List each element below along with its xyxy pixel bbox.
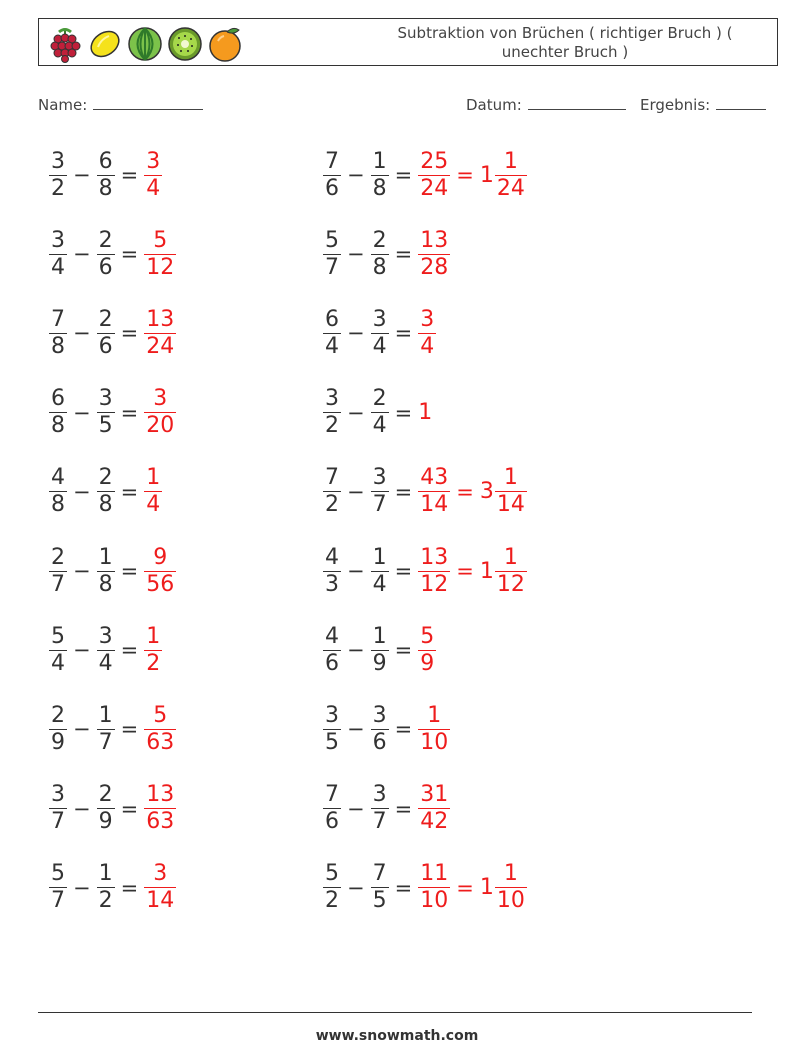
equals-sign: = [120, 796, 139, 821]
answer [415, 703, 453, 756]
numerator: 3 [98, 623, 113, 649]
fraction [49, 703, 67, 756]
numerator: 6 [51, 386, 65, 412]
fraction [144, 703, 176, 756]
denominator: 5 [98, 413, 113, 439]
date-field[interactable] [466, 94, 626, 114]
worksheet-title: Subtraktion von Brüchen ( richtiger Bruch ) ( unechter Bruch ) [397, 24, 733, 61]
numerator: 1 [503, 148, 518, 174]
fraction [49, 149, 67, 202]
minus-sign: − [347, 559, 365, 583]
fraction [371, 782, 389, 835]
fraction [49, 624, 67, 677]
watermelon-icon [127, 23, 163, 63]
denominator: 24 [146, 333, 175, 359]
problem-row [320, 139, 530, 211]
problem-row [320, 535, 530, 607]
numerator: 2 [98, 465, 113, 491]
denominator: 8 [98, 492, 113, 518]
denominator: 2 [325, 413, 339, 439]
date-label: Datum: [466, 96, 522, 114]
numerator: 5 [51, 861, 65, 887]
minus-sign: − [73, 400, 91, 425]
fraction [418, 703, 450, 756]
fraction [371, 703, 389, 756]
minus-sign: − [73, 559, 91, 583]
equals-sign: = [120, 638, 139, 663]
fraction [97, 465, 115, 518]
denominator: 4 [325, 333, 339, 359]
answer [415, 624, 439, 677]
result-field[interactable] [640, 94, 766, 114]
footer-url[interactable]: www.snowmath.com [315, 1028, 479, 1044]
fraction [323, 703, 341, 756]
fraction [144, 861, 176, 914]
answer [415, 545, 530, 598]
fraction [371, 624, 389, 677]
minus-sign: − [73, 796, 91, 821]
fraction [144, 386, 176, 439]
numerator: 3 [51, 148, 65, 174]
denominator: 8 [98, 175, 113, 201]
numerator: 6 [325, 306, 339, 332]
denominator: 5 [372, 888, 387, 914]
equals-sign: = [120, 559, 139, 583]
answer [415, 465, 530, 518]
fraction [371, 149, 389, 202]
minus-sign: − [73, 163, 91, 187]
answer [415, 400, 433, 425]
denominator: 8 [51, 333, 65, 359]
fraction [97, 307, 115, 360]
numerator: 3 [325, 702, 339, 728]
numerator: 2 [372, 227, 387, 253]
denominator: 8 [51, 492, 65, 518]
numerator: 1 [372, 148, 387, 174]
numerator: 3 [325, 386, 339, 412]
answer [141, 703, 179, 756]
fraction [49, 782, 67, 835]
denominator: 8 [98, 571, 113, 597]
numerator: 5 [325, 861, 339, 887]
equals-sign: = [120, 875, 139, 900]
denominator: 12 [146, 254, 175, 280]
equals-sign: = [120, 321, 139, 346]
numerator: 1 [146, 465, 161, 491]
numerator: 1 [372, 544, 387, 570]
numerator: 1 [98, 861, 113, 887]
denominator: 4 [372, 571, 387, 597]
denominator: 9 [372, 650, 387, 676]
numerator: 3 [372, 306, 387, 332]
problem-row [46, 614, 165, 686]
minus-sign: − [347, 875, 365, 900]
name-label: Name: [38, 96, 88, 114]
problem-row [320, 218, 453, 290]
denominator: 3 [325, 571, 339, 597]
denominator: 63 [146, 729, 175, 755]
fraction [49, 307, 67, 360]
fraction [144, 149, 162, 202]
answer [141, 782, 179, 835]
equals-sign: = [120, 400, 139, 425]
minus-sign: − [347, 638, 365, 663]
numerator: 5 [51, 623, 65, 649]
fraction [49, 228, 67, 281]
numerator: 5 [420, 623, 435, 649]
fraction [97, 703, 115, 756]
numerator: 13 [420, 227, 449, 253]
name-field[interactable] [38, 94, 203, 114]
fraction [49, 386, 67, 439]
kiwi-icon [167, 23, 203, 63]
problem-row [46, 139, 165, 211]
fraction [97, 545, 115, 598]
problem-row [46, 297, 179, 369]
equals-sign: = [120, 717, 139, 742]
numerator: 7 [372, 861, 387, 887]
denominator: 56 [146, 571, 175, 597]
equals-sign: = [394, 242, 413, 267]
minus-sign: − [347, 479, 365, 504]
numerator: 1 [503, 861, 518, 887]
numerator: 1 [503, 544, 518, 570]
problem-row [46, 852, 179, 924]
mixed-fraction [495, 149, 527, 202]
minus-sign: − [347, 163, 365, 187]
fraction [97, 624, 115, 677]
mixed-fraction [495, 861, 527, 914]
fraction [418, 624, 436, 677]
raspberry-icon [47, 23, 83, 63]
equals-sign: = [394, 321, 413, 346]
minus-sign: − [73, 479, 91, 504]
numerator: 5 [325, 227, 339, 253]
answer-whole: 1 [418, 400, 433, 426]
denominator: 7 [51, 888, 65, 914]
denominator: 28 [420, 254, 449, 280]
denominator: 8 [372, 175, 387, 201]
denominator: 6 [372, 729, 387, 755]
denominator: 2 [98, 888, 113, 914]
numerator: 3 [51, 782, 65, 808]
denominator: 9 [51, 729, 65, 755]
answer [415, 782, 453, 835]
fraction [371, 861, 389, 914]
problem-row [46, 535, 179, 607]
fraction [371, 545, 389, 598]
denominator: 9 [420, 650, 435, 676]
equals-sign: = [394, 875, 413, 900]
numerator: 4 [51, 465, 65, 491]
answer [141, 386, 179, 439]
numerator: 2 [98, 782, 113, 808]
equals-sign: = [394, 163, 413, 187]
denominator: 24 [420, 175, 449, 201]
problem-row [320, 297, 439, 369]
denominator: 4 [98, 650, 113, 676]
student-fields [38, 94, 770, 116]
mixed-whole: 3 [479, 479, 494, 505]
denominator: 63 [146, 809, 175, 835]
problem-row [320, 852, 530, 924]
denominator: 4 [146, 175, 161, 201]
denominator: 6 [325, 809, 339, 835]
denominator: 2 [51, 175, 65, 201]
fraction [418, 861, 450, 914]
denominator: 14 [146, 888, 175, 914]
numerator: 4 [325, 544, 339, 570]
fraction [323, 149, 341, 202]
denominator: 2 [325, 888, 339, 914]
footer-divider [38, 1012, 752, 1013]
denominator: 10 [420, 888, 449, 914]
header-box [38, 18, 778, 66]
denominator: 14 [496, 492, 525, 518]
fraction [323, 386, 341, 439]
denominator: 7 [51, 809, 65, 835]
result-label: Ergebnis: [640, 96, 711, 114]
numerator: 7 [51, 306, 65, 332]
denominator: 4 [51, 254, 65, 280]
fraction [144, 782, 176, 835]
fraction [371, 228, 389, 281]
numerator: 2 [372, 386, 387, 412]
problem-row [320, 377, 433, 449]
minus-sign: − [347, 400, 365, 425]
denominator: 7 [372, 492, 387, 518]
numerator: 5 [153, 227, 168, 253]
numerator: 1 [146, 623, 161, 649]
denominator: 42 [420, 809, 449, 835]
fraction [49, 545, 67, 598]
problem-row [46, 456, 165, 528]
denominator: 8 [372, 254, 387, 280]
equals-sign: = [394, 638, 413, 663]
fraction [144, 545, 176, 598]
numerator: 9 [153, 544, 168, 570]
equals-sign: = [394, 559, 413, 583]
numerator: 2 [51, 702, 65, 728]
equals-sign: = [456, 559, 474, 583]
fraction [144, 465, 162, 518]
numerator: 1 [372, 623, 387, 649]
mixed-whole: 1 [479, 558, 494, 584]
numerator: 7 [325, 148, 339, 174]
denominator: 5 [325, 729, 339, 755]
problem-row [320, 773, 453, 845]
problem-row [46, 693, 179, 765]
denominator: 24 [496, 175, 525, 201]
fraction [323, 782, 341, 835]
numerator: 2 [98, 306, 113, 332]
fraction [323, 465, 341, 518]
numerator: 7 [325, 782, 339, 808]
answer [141, 861, 179, 914]
numerator: 1 [427, 702, 442, 728]
numerator: 7 [325, 465, 339, 491]
fraction [97, 861, 115, 914]
equals-sign: = [456, 875, 474, 900]
result-line[interactable] [716, 94, 766, 110]
fraction [418, 782, 450, 835]
answer [141, 228, 179, 281]
mixed-whole: 1 [479, 162, 494, 188]
denominator: 4 [372, 333, 387, 359]
problem-row [320, 693, 453, 765]
equals-sign: = [394, 717, 413, 742]
denominator: 7 [325, 254, 339, 280]
denominator: 9 [98, 809, 113, 835]
numerator: 31 [420, 782, 449, 808]
fraction [418, 545, 450, 598]
denominator: 7 [51, 571, 65, 597]
numerator: 13 [146, 306, 175, 332]
numerator: 3 [372, 782, 387, 808]
numerator: 25 [420, 148, 449, 174]
fraction [144, 228, 176, 281]
numerator: 5 [153, 702, 168, 728]
answer [141, 624, 165, 677]
answer [415, 149, 530, 202]
numerator: 13 [146, 782, 175, 808]
fraction [323, 307, 341, 360]
name-line[interactable] [93, 94, 203, 110]
answer [415, 228, 453, 281]
numerator: 3 [372, 702, 387, 728]
numerator: 3 [153, 861, 168, 887]
fraction [371, 307, 389, 360]
numerator: 3 [372, 465, 387, 491]
minus-sign: − [347, 717, 365, 742]
equals-sign: = [120, 479, 139, 504]
numerator: 6 [98, 148, 113, 174]
minus-sign: − [73, 242, 91, 267]
denominator: 12 [496, 571, 525, 597]
answer [415, 861, 530, 914]
problem-row [320, 614, 439, 686]
fraction [418, 307, 436, 360]
minus-sign: − [347, 321, 365, 346]
numerator: 11 [420, 861, 449, 887]
fraction [97, 149, 115, 202]
minus-sign: − [73, 717, 91, 742]
numerator: 3 [98, 386, 113, 412]
numerator: 3 [51, 227, 65, 253]
denominator: 2 [325, 492, 339, 518]
fraction [323, 861, 341, 914]
equals-sign: = [120, 163, 139, 187]
denominator: 14 [420, 492, 449, 518]
numerator: 1 [98, 544, 113, 570]
numerator: 2 [98, 227, 113, 253]
numerator: 1 [503, 465, 518, 491]
date-line[interactable] [528, 94, 626, 110]
denominator: 6 [325, 175, 339, 201]
problem-row [46, 773, 179, 845]
problem-row [320, 456, 530, 528]
denominator: 6 [98, 333, 113, 359]
minus-sign: − [347, 242, 365, 267]
denominator: 12 [420, 571, 449, 597]
fraction [97, 386, 115, 439]
orange-icon [207, 23, 243, 63]
denominator: 7 [98, 729, 113, 755]
denominator: 10 [496, 888, 525, 914]
denominator: 6 [98, 254, 113, 280]
numerator: 1 [98, 702, 113, 728]
numerator: 43 [420, 465, 449, 491]
answer [141, 465, 165, 518]
minus-sign: − [347, 796, 365, 821]
numerator: 13 [420, 544, 449, 570]
answer [415, 307, 439, 360]
mixed-fraction [495, 545, 527, 598]
fraction [371, 465, 389, 518]
denominator: 4 [51, 650, 65, 676]
mixed-fraction [495, 465, 527, 518]
fraction [418, 465, 450, 518]
answer [141, 307, 179, 360]
denominator: 4 [372, 413, 387, 439]
denominator: 10 [420, 729, 449, 755]
fraction [323, 545, 341, 598]
equals-sign: = [394, 796, 413, 821]
fraction [144, 307, 176, 360]
problem-row [46, 218, 179, 290]
equals-sign: = [456, 479, 474, 504]
fraction [371, 386, 389, 439]
answer [141, 545, 179, 598]
denominator: 6 [325, 650, 339, 676]
numerator: 2 [51, 544, 65, 570]
numerator: 3 [153, 386, 168, 412]
denominator: 4 [420, 333, 435, 359]
fraction [49, 465, 67, 518]
mixed-whole: 1 [479, 875, 494, 901]
answer [141, 149, 165, 202]
minus-sign: − [73, 321, 91, 346]
fruit-icons [47, 23, 243, 63]
numerator: 3 [146, 148, 161, 174]
fraction [97, 228, 115, 281]
lemon-icon [87, 23, 123, 63]
fraction [323, 228, 341, 281]
fraction [418, 228, 450, 281]
minus-sign: − [73, 875, 91, 900]
equals-sign: = [394, 479, 413, 504]
denominator: 7 [372, 809, 387, 835]
numerator: 4 [325, 623, 339, 649]
fraction [49, 861, 67, 914]
equals-sign: = [456, 163, 474, 187]
fraction [323, 624, 341, 677]
minus-sign: − [73, 638, 91, 663]
fraction [97, 782, 115, 835]
equals-sign: = [394, 400, 413, 425]
denominator: 4 [146, 492, 161, 518]
fraction [144, 624, 162, 677]
denominator: 2 [146, 650, 161, 676]
fraction [418, 149, 450, 202]
equals-sign: = [120, 242, 139, 267]
denominator: 20 [146, 413, 175, 439]
problem-row [46, 377, 179, 449]
denominator: 8 [51, 413, 65, 439]
numerator: 3 [420, 306, 435, 332]
